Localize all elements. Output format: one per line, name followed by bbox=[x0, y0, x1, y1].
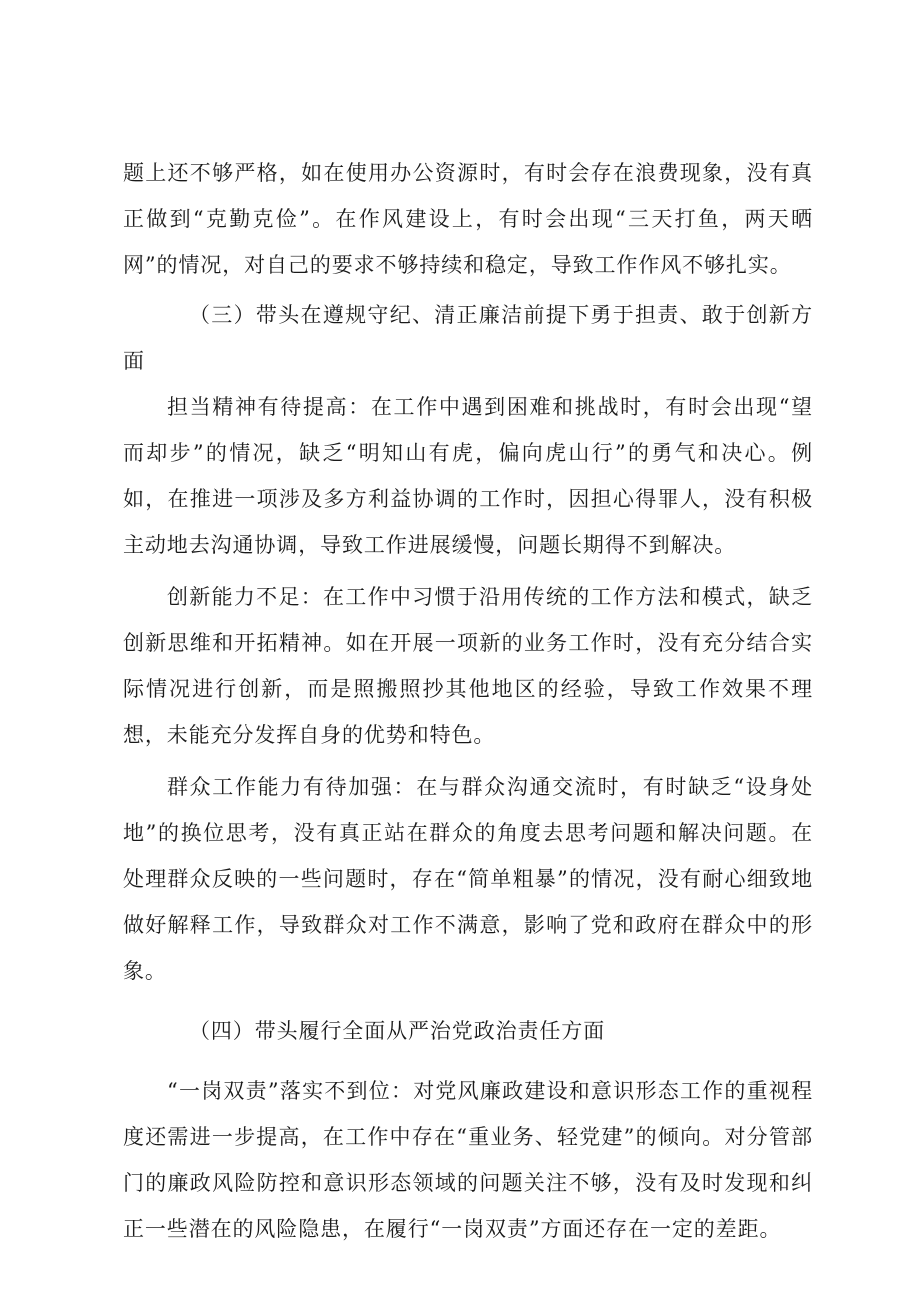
body-paragraph-mass-work: 群众工作能力有待加强：在与群众沟通交流时，有时缺乏“设身处地”的换位思考，没有真正站在群众的角度去思考问题和解决问题。在处理群众反映的一些问题时，存在“简单粗暴”的情况，没有耐心细致地做好解释工作，导致群众对工作不满意，影响了党和政府在群众中的形象。 bbox=[123, 775, 813, 983]
body-paragraph-innovation: 创新能力不足：在工作中习惯于沿用传统的工作方法和模式，缺乏创新思维和开拓精神。如在开展一项新的业务工作时，没有充分结合实际情况进行创新，而是照搬照抄其他地区的经验，导致工作效果不理想，未能充分发挥自身的优势和特色。 bbox=[123, 585, 813, 747]
body-paragraph-dual-duty: “一岗双责”落实不到位：对党风廉政建设和意识形态工作的重视程度还需进一步提高，在工作中存在“重业务、轻党建”的倾向。对分管部门的廉政风险防控和意识形态领域的问题关注不够，没有及时发现和纠正一些潜在的风险隐患，在履行“一岗双责”方面还存在一定的差距。 bbox=[123, 1079, 813, 1241]
document-page bbox=[123, 150, 813, 1252]
section-heading-3: （三）带头在遵规守纪、清正廉洁前提下勇于担责、敢于创新方面 bbox=[123, 303, 813, 373]
section-heading-4: （四）带头履行全面从严治党政治责任方面 bbox=[189, 1019, 606, 1043]
body-paragraph-continued: 题上还不够严格，如在使用办公资源时，有时会存在浪费现象，没有真正做到“克勤克俭”。在作风建设上，有时会出现“三天打鱼，两天晒网”的情况，对自己的要求不够持续和稳定，导致工作作风不够扎实。 bbox=[123, 161, 813, 277]
body-paragraph-responsibility: 担当精神有待提高：在工作中遇到困难和挑战时，有时会出现“望而却步”的情况，缺乏“明知山有虎，偏向虎山行”的勇气和决心。例如，在推进一项涉及多方利益协调的工作时，因担心得罪人，没有积极主动地去沟通协调，导致工作进展缓慢，问题长期得不到解决。 bbox=[123, 395, 813, 557]
